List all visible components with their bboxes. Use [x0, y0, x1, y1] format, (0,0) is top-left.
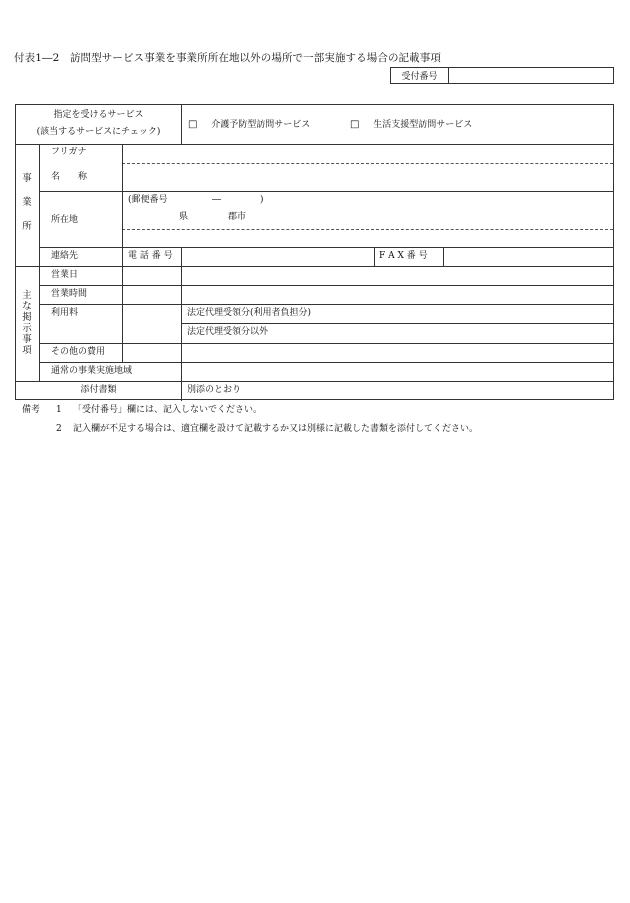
note-text: 記入欄が不足する場合は、適宜欄を設けて記載するか又は別様に記載した書類を添付してください。: [73, 424, 479, 434]
posting-vertical-char: 主: [22, 290, 32, 301]
prefecture-label: 県: [179, 212, 189, 222]
service-header-line2: (該当するサービスにチェック): [36, 127, 161, 137]
note-number: 1: [56, 405, 62, 415]
attachment-value: 別添のとおり: [187, 385, 242, 395]
other-costs-label: その他の費用: [51, 347, 106, 357]
posting-vertical-char: 項: [22, 345, 32, 356]
posting-vertical-char: 示: [22, 323, 32, 334]
form-table: [15, 104, 614, 400]
option-preventive-visit-label: 介護予防型訪問サービス: [211, 120, 311, 130]
posting-vertical-char: な: [22, 301, 32, 312]
business-hours-label: 営業時間: [51, 289, 88, 299]
office-vertical-char: 業: [22, 197, 32, 208]
checkbox-icon: □: [188, 119, 198, 130]
postal-code-open: (郵便番号: [128, 195, 168, 205]
checkbox-preventive-visit[interactable]: [188, 119, 310, 131]
office-vertical-char: 所: [22, 221, 32, 232]
fax-label: F A X 番 号: [379, 251, 428, 261]
service-area-label: 通常の事業実施地域: [51, 366, 133, 376]
fee-option-proxy-receipt: 法定代理受領分(利用者負担分): [187, 308, 312, 318]
note-number: 2: [56, 424, 62, 434]
office-vertical-char: 事: [22, 173, 32, 184]
fee-option-non-proxy: 法定代理受領分以外: [187, 327, 269, 337]
furigana-label: フリガナ: [51, 147, 87, 157]
phone-label: 電 話 番 号: [128, 251, 173, 261]
receipt-number-box: [390, 67, 614, 84]
service-header-line1: 指定を受けるサービス: [53, 110, 144, 120]
note-text: 「受付番号」欄には、記入しないでください。: [73, 405, 263, 415]
notes-prefix: 備考: [22, 405, 41, 415]
checkbox-icon: □: [350, 119, 360, 130]
contact-label: 連絡先: [51, 251, 79, 261]
posting-vertical-char: 事: [22, 334, 32, 345]
name-label: 名 称: [51, 172, 88, 182]
city-label: 郡市: [228, 212, 247, 222]
receipt-number-field[interactable]: [449, 68, 613, 83]
option-life-support-visit-label: 生活支援型訪問サービス: [373, 120, 473, 130]
attachment-label: 添付書類: [80, 385, 117, 395]
fee-label: 利用料: [51, 308, 79, 318]
page-title: 付表1―2 訪問型サービス事業を事業所所在地以外の場所で一部実施する場合の記載事項: [14, 52, 441, 64]
checkbox-life-support-visit[interactable]: [350, 119, 472, 131]
address-label: 所在地: [51, 215, 79, 225]
posting-vertical-char: 掲: [22, 312, 32, 323]
receipt-number-label: 受付番号: [391, 68, 449, 83]
postal-code-dash: ―: [212, 195, 221, 205]
business-days-label: 営業日: [51, 270, 79, 280]
postal-code-close: ): [260, 195, 264, 205]
